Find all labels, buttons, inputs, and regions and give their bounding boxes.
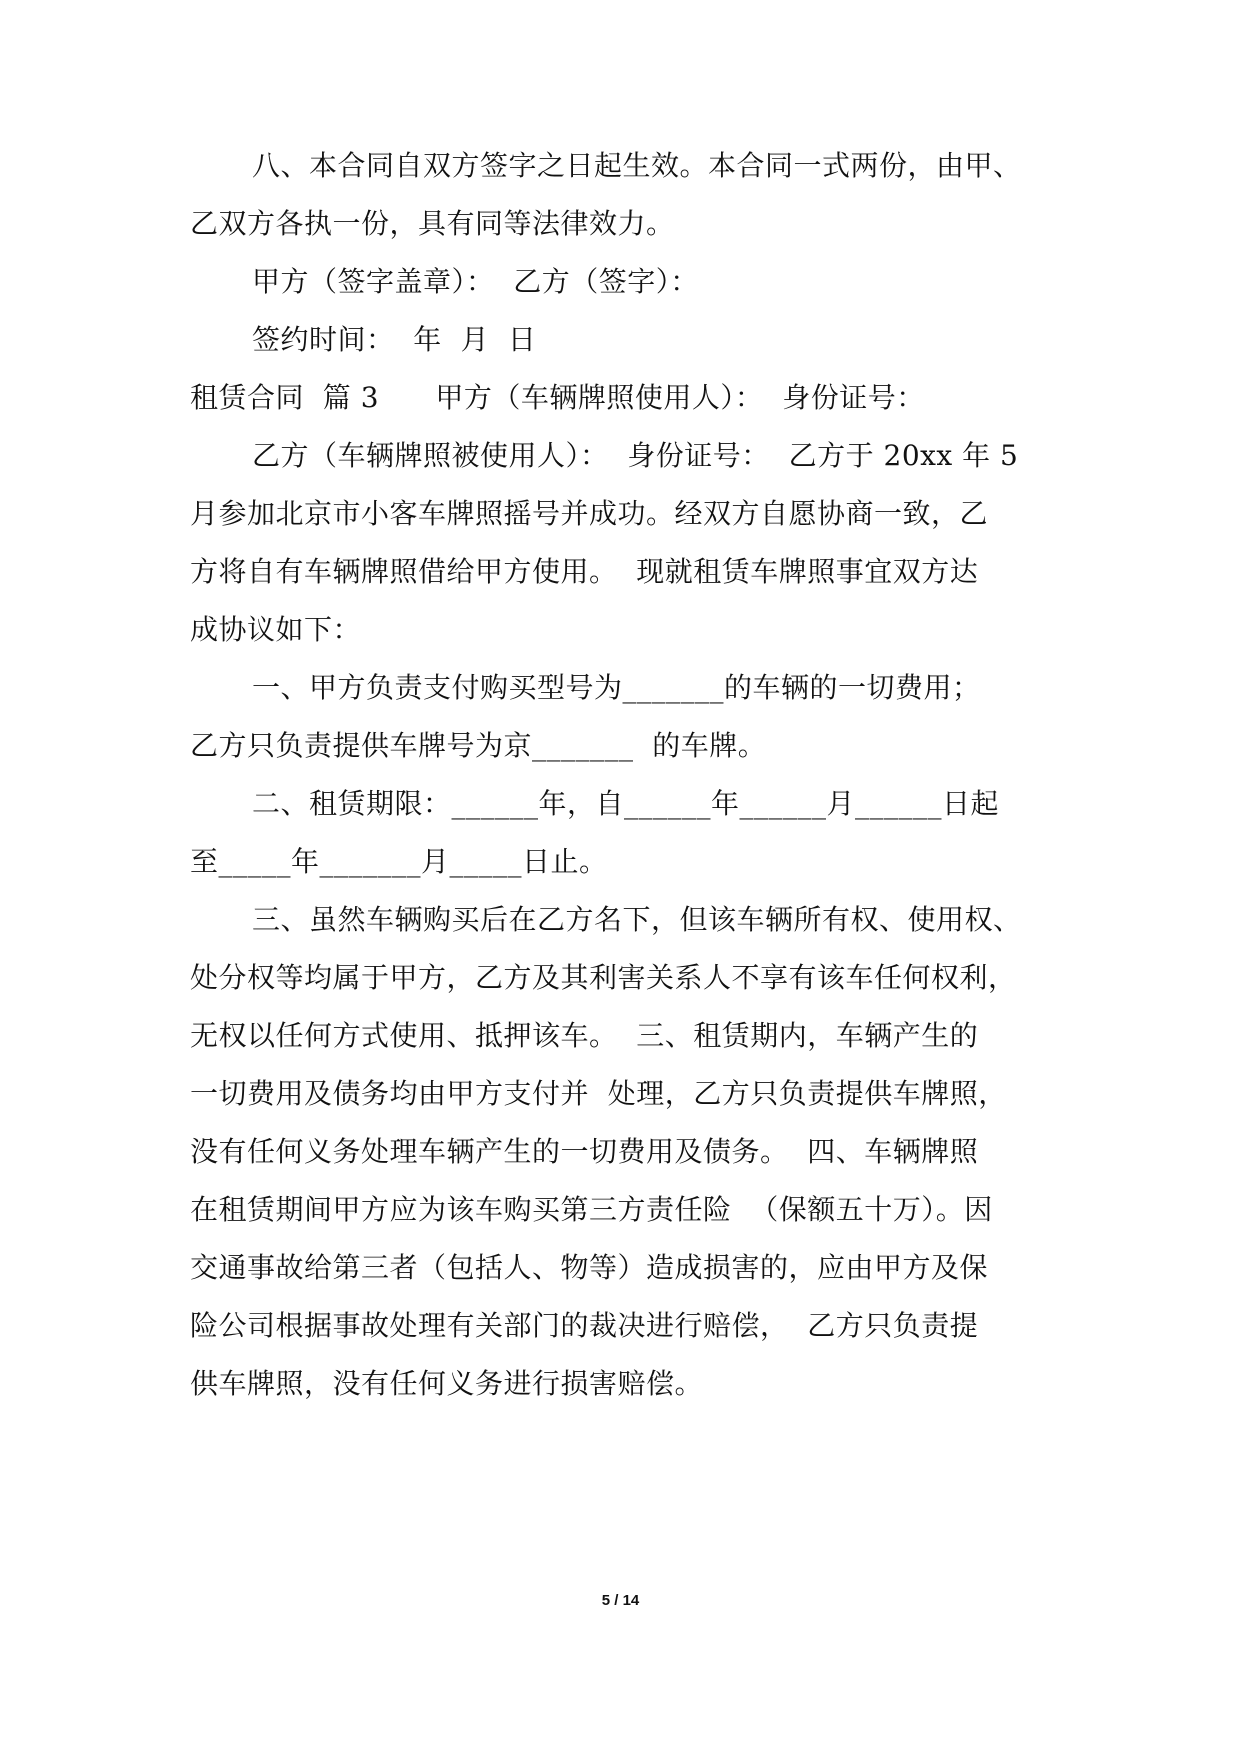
text-line: 三、虽然车辆购买后在乙方名下，但该车辆所有权、使用权、	[252, 903, 1022, 936]
text-line: 成协议如下：	[190, 613, 362, 646]
text-line: 交通事故给第三者（包括人、物等）造成损害的，应由甲方及保	[190, 1251, 989, 1284]
text-line: 乙方（车辆牌照被使用人）： 身份证号： 乙方于 20xx 年 5	[252, 439, 1019, 472]
text-line: 方将自有车辆牌照借给甲方使用。 现就租赁车牌照事宜双方达	[190, 555, 979, 588]
text-line: 供车牌照，没有任何义务进行损害赔偿。	[190, 1367, 704, 1400]
text-line: 在租赁期间甲方应为该车购买第三方责任险 （保额五十万）。因	[190, 1193, 993, 1226]
text-line: 至_____年_______月_____日止。	[190, 845, 608, 878]
text-line: 乙双方各执一份，具有同等法律效力。	[190, 207, 675, 240]
text-line: 乙方只负责提供车牌号为京_______ 的车牌。	[190, 729, 767, 762]
text-line: 没有任何义务处理车辆产生的一切费用及债务。 四、车辆牌照	[190, 1135, 979, 1168]
text-line: 一、甲方负责支付购买型号为_______的车辆的一切费用；	[252, 671, 981, 704]
text-line: 租赁合同 篇 3 甲方（车辆牌照使用人）： 身份证号：	[190, 381, 925, 414]
text-line: 无权以任何方式使用、抵押该车。 三、租赁期内，车辆产生的	[190, 1019, 979, 1052]
text-line: 八、本合同自双方签字之日起生效。本合同一式两份，由甲、	[252, 149, 1022, 182]
text-line: 签约时间： 年 月 日	[252, 323, 537, 356]
page-number: 5 / 14	[601, 1592, 640, 1609]
text-line: 甲方（签字盖章）： 乙方（签字）：	[252, 265, 699, 298]
text-line: 险公司根据事故处理有关部门的裁决进行赔偿， 乙方只负责提	[190, 1309, 979, 1342]
text-line: 二、租赁期限：______年，自______年______月______日起	[252, 787, 1000, 820]
text-line: 一切费用及债务均由甲方支付并 处理，乙方只负责提供车牌照，	[190, 1077, 1007, 1110]
text-line: 月参加北京市小客车牌照摇号并成功。经双方自愿协商一致，乙	[190, 497, 989, 530]
text-line: 处分权等均属于甲方，乙方及其利害关系人不享有该车任何权利，	[190, 961, 1017, 994]
